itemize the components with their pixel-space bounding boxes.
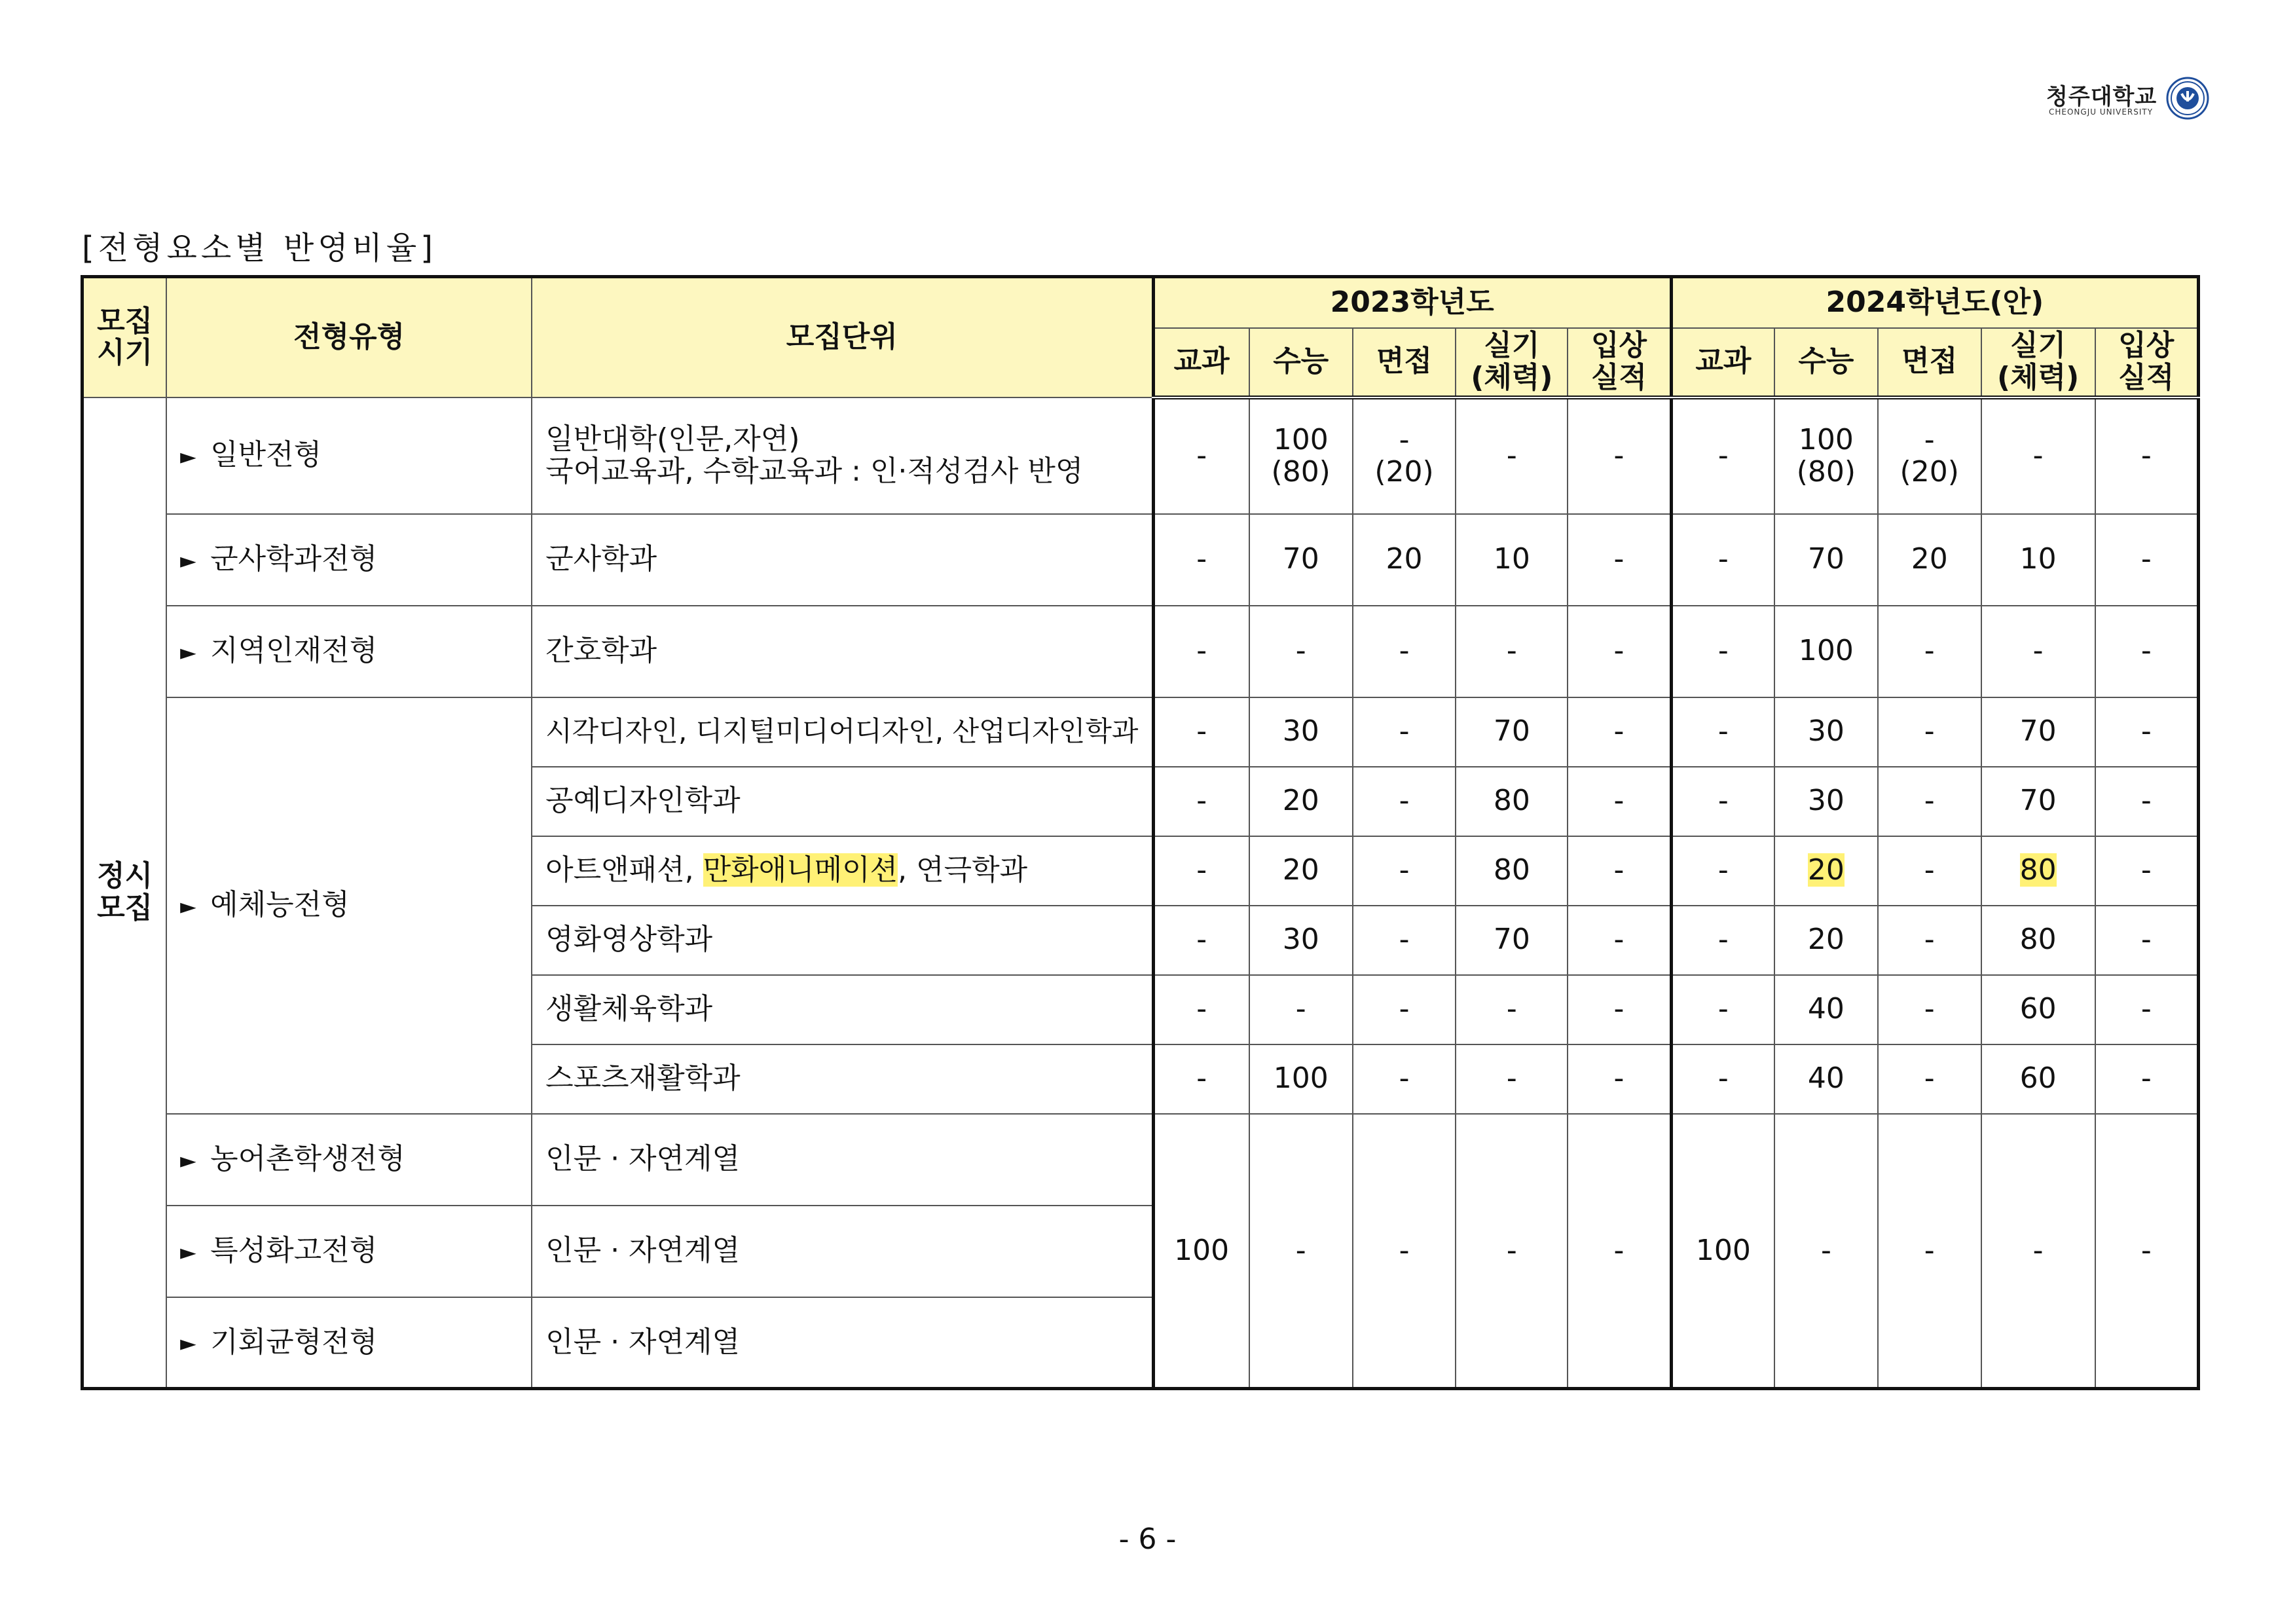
header-col-2023-0: 교과 [1153,328,1249,397]
value-cell: 60 [1981,975,2095,1044]
type-cell: ► 지역인재전형 [166,606,532,697]
value-cell: - [1878,1114,1981,1389]
value-cell: - [1878,697,1981,767]
value-cell: - [1568,836,1671,906]
arrow-icon: ► [180,443,196,469]
value-cell: - [1671,975,1774,1044]
value-cell: - [1456,606,1568,697]
unit-cell: 공예디자인학과 [532,767,1153,836]
value-cell: 80 [1456,767,1568,836]
value-cell: 70 [1456,697,1568,767]
value-cell: - [2095,767,2199,836]
value-cell [1981,836,2095,906]
value-cell: - (20) [1353,397,1456,514]
value-cell: - [2095,836,2199,906]
value-cell: - [1249,975,1353,1044]
value-cell: 40 [1774,975,1878,1044]
value-cell: 20 [1878,514,1981,606]
arrow-icon: ► [180,547,196,573]
value-cell: - [2095,906,2199,975]
value-cell: - [2095,1114,2199,1389]
header-col-2024-1: 수능 [1774,328,1878,397]
value-cell: - [1456,975,1568,1044]
value-cell: 70 [1456,906,1568,975]
value-cell: 100 [1774,606,1878,697]
arrow-icon: ► [180,1330,196,1356]
header-year-2023: 2023학년도 [1153,277,1671,328]
value-cell: - [1456,1044,1568,1114]
unit-cell: 아트앤패션, 만화애니메이션, 연극학과 [532,836,1153,906]
header-period: 모집 시기 [83,277,167,397]
value-cell: 100 [1153,1114,1249,1389]
header-col-2023-2: 면접 [1353,328,1456,397]
value-cell: - [1878,767,1981,836]
value-cell: - [1153,397,1249,514]
logo-name-en: CHEONGJU UNIVERSITY [2049,107,2154,117]
value-cell: - [1353,606,1456,697]
value-cell: - [1353,697,1456,767]
unit-cell: 시각디자인, 디지털미디어디자인, 산업디자인학과 [532,697,1153,767]
page-number: - 6 - [1118,1522,1177,1556]
value-cell: - [1353,1044,1456,1114]
highlighted-unit: 만화애니메이션 [703,853,898,887]
value-cell: 20 [1774,906,1878,975]
value-cell: - [1671,514,1774,606]
value-cell: - [1153,836,1249,906]
value-cell: 20 [1249,767,1353,836]
value-cell: - [1153,906,1249,975]
value-cell: - [1671,697,1774,767]
highlighted-value: 80 [2019,853,2057,887]
value-cell: 100 (80) [1249,397,1353,514]
value-cell: 60 [1981,1044,2095,1114]
value-cell: 10 [1981,514,2095,606]
unit-cell: 생활체육학과 [532,975,1153,1044]
value-cell: - [1353,836,1456,906]
value-cell: - [1568,697,1671,767]
value-cell: - [2095,697,2199,767]
type-cell: ► 농어촌학생전형 [166,1114,532,1206]
value-cell: - [1878,906,1981,975]
value-cell: - [1671,397,1774,514]
value-cell: 30 [1774,697,1878,767]
value-cell: - [1249,1114,1353,1389]
value-cell: - [1153,767,1249,836]
value-cell: 30 [1774,767,1878,836]
value-cell: - (20) [1878,397,1981,514]
value-cell: - [2095,397,2199,514]
header-col-2023-4: 입상 실적 [1568,328,1671,397]
header-year-2024: 2024학년도(안) [1671,277,2198,328]
type-cell: ► 기회균형전형 [166,1297,532,1389]
value-cell: 100 [1671,1114,1774,1389]
type-cell: ► 군사학과전형 [166,514,532,606]
value-cell: - [1878,975,1981,1044]
arrow-icon: ► [180,639,196,665]
value-cell: - [1878,606,1981,697]
value-cell: - [1353,1114,1456,1389]
value-cell: 30 [1249,697,1353,767]
value-cell: - [1568,767,1671,836]
type-cell: ► 특성화고전형 [166,1206,532,1297]
unit-cell: 인문 · 자연계열 [532,1206,1153,1297]
value-cell: - [1153,697,1249,767]
header-unit: 모집단위 [532,277,1153,397]
value-cell: - [1456,397,1568,514]
header-col-2023-3: 실기 (체력) [1456,328,1568,397]
highlighted-value: 20 [1807,853,1845,887]
value-cell: 70 [1981,767,2095,836]
value-cell: 100 [1249,1044,1353,1114]
university-logo [2046,73,2210,126]
value-cell: 70 [1981,697,2095,767]
value-cell: 70 [1774,514,1878,606]
type-cell: ► 예체능전형 [166,697,532,1114]
unit-cell: 군사학과 [532,514,1153,606]
value-cell: - [2095,975,2199,1044]
arrow-icon: ► [180,1239,196,1264]
period-cell: 정시 모집 [83,397,167,1389]
value-cell: 100 (80) [1774,397,1878,514]
value-cell: - [1568,606,1671,697]
value-cell: - [1568,1114,1671,1389]
unit-cell: 인문 · 자연계열 [532,1297,1153,1389]
value-cell: 80 [1456,836,1568,906]
value-cell: - [1568,514,1671,606]
value-cell: - [1878,836,1981,906]
value-cell: - [1568,975,1671,1044]
header-col-2024-2: 면접 [1878,328,1981,397]
value-cell: - [1456,1114,1568,1389]
arrow-icon: ► [180,1147,196,1173]
logo-name-ko: 청주대학교 [2046,84,2157,110]
unit-cell: 영화영상학과 [532,906,1153,975]
value-cell: - [1671,906,1774,975]
value-cell: - [1153,514,1249,606]
table-row [83,514,2199,606]
unit-cell: 일반대학(인문,자연) 국어교육과, 수학교육과 : 인·적성검사 반영 [532,397,1153,514]
value-cell: 80 [1981,906,2095,975]
section-title: [전형요소별 반영비율] [82,230,437,267]
value-cell [1774,836,1878,906]
value-cell: - [1353,906,1456,975]
unit-cell: 스포츠재활학과 [532,1044,1153,1114]
header-col-2024-3: 실기 (체력) [1981,328,2095,397]
type-cell: ► 일반전형 [166,397,532,514]
value-cell: - [1153,606,1249,697]
value-cell: - [1981,606,2095,697]
value-cell: - [1249,606,1353,697]
value-cell: - [1568,906,1671,975]
value-cell: 10 [1456,514,1568,606]
value-cell: 20 [1249,836,1353,906]
value-cell: - [2095,514,2199,606]
value-cell: 70 [1249,514,1353,606]
value-cell: - [1568,1044,1671,1114]
value-cell: - [1353,767,1456,836]
university-emblem-icon [2166,77,2209,120]
value-cell: - [2095,606,2199,697]
header-col-2024-4: 입상 실적 [2095,328,2199,397]
value-cell: - [1153,975,1249,1044]
table-row [83,606,2199,697]
unit-cell: 간호학과 [532,606,1153,697]
value-cell: - [1568,397,1671,514]
value-cell: - [1774,1114,1878,1389]
value-cell: - [1671,836,1774,906]
header-col-2023-1: 수능 [1249,328,1353,397]
value-cell: - [2095,1044,2199,1114]
arrow-icon: ► [180,893,196,919]
value-cell: - [1153,1044,1249,1114]
value-cell: - [1353,975,1456,1044]
value-cell: - [1671,767,1774,836]
admission-ratio-table [81,275,2200,1390]
value-cell: 40 [1774,1044,1878,1114]
value-cell: - [1981,397,2095,514]
unit-cell: 인문 · 자연계열 [532,1114,1153,1206]
table-row [83,1114,2199,1206]
table-row [83,397,2199,514]
header-col-2024-0: 교과 [1671,328,1774,397]
value-cell: 30 [1249,906,1353,975]
value-cell: - [1981,1114,2095,1389]
header-type: 전형유형 [166,277,532,397]
value-cell: 20 [1353,514,1456,606]
value-cell: - [1878,1044,1981,1114]
table-row [83,697,2199,767]
value-cell: - [1671,606,1774,697]
value-cell: - [1671,1044,1774,1114]
